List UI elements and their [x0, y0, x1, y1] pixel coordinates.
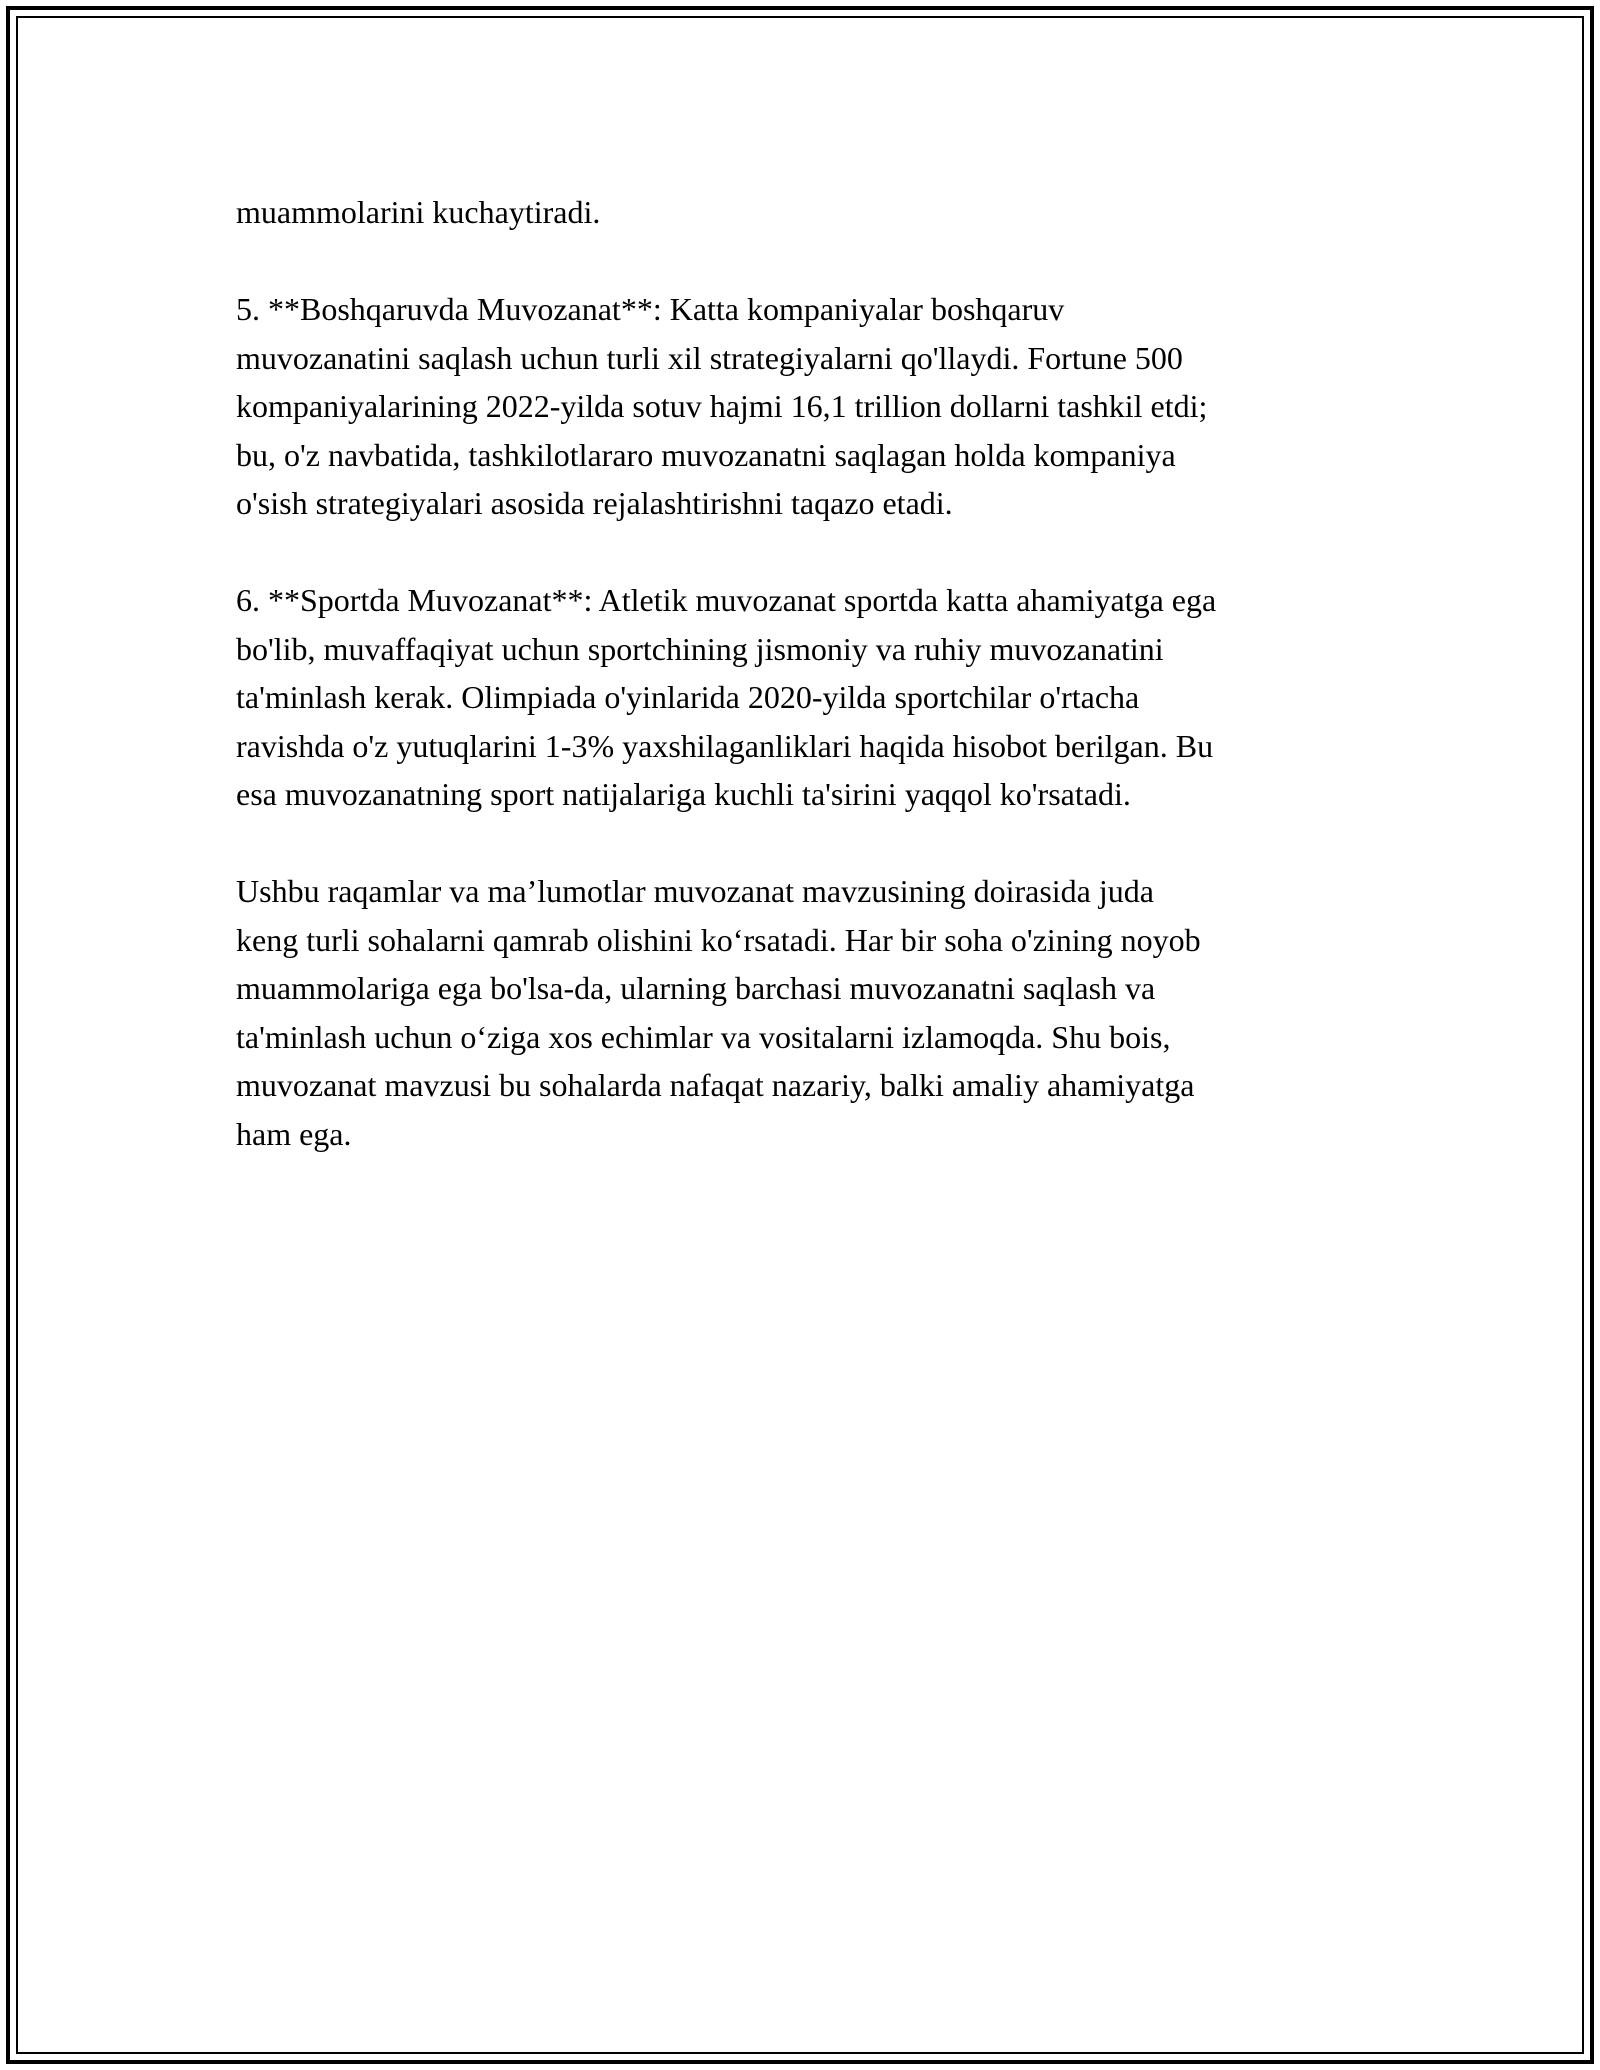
paragraph-conclusion: Ushbu raqamlar va ma’lumotlar muvozanat mavzusining doirasida juda keng turli sohalarni qamrab olishini ko‘rsatadi. Har bir soha o'zining noyob muammolariga ega bo'lsa-da, ularning barchasi muvozanatni saqlash va ta'minlash uchun o‘ziga xos echimlar va vositalarni izlamoqda. Shu bois, muvozanat mavzusi bu sohalarda nafaqat nazariy, balki amaliy ahamiyatga ham ega. [236, 873, 1201, 1152]
paragraph-governance-balance: 5. **Boshqaruvda Muvozanat**: Katta kompaniyalar boshqaruv muvozanatini saqlash uchun turli xil strategiyalarni qo'llaydi. Fortune 500 kompaniyalarining 2022-yilda sotuv hajmi 16,1 trillion dollarni tashkil etdi; bu, o'z navbatida, tashkilotlararo muvozanatni saqlagan holda kompaniya o'sish strategiyalari asosida rejalashtirishni taqazo etadi. [236, 291, 1208, 521]
document-body [236, 188, 1366, 1207]
paragraph-sports-balance: 6. **Sportda Muvozanat**: Atletik muvozanat sportda katta ahamiyatga ega bo'lib, muvaffaqiyat uchun sportchining jismoniy va ruhiy muvozanatini ta'minlash kerak. Olimpiada o'yinlarida 2020-yilda sportchilar o'rtacha ravishda o'z yutuqlarini 1-3% yaxshilaganliklari haqida hisobot berilgan. Bu esa muvozanatning sport natijalariga kuchli ta'sirini yaqqol ko'rsatadi. [236, 582, 1217, 812]
paragraph-continuation: muammolarini kuchaytiradi. [236, 194, 601, 230]
